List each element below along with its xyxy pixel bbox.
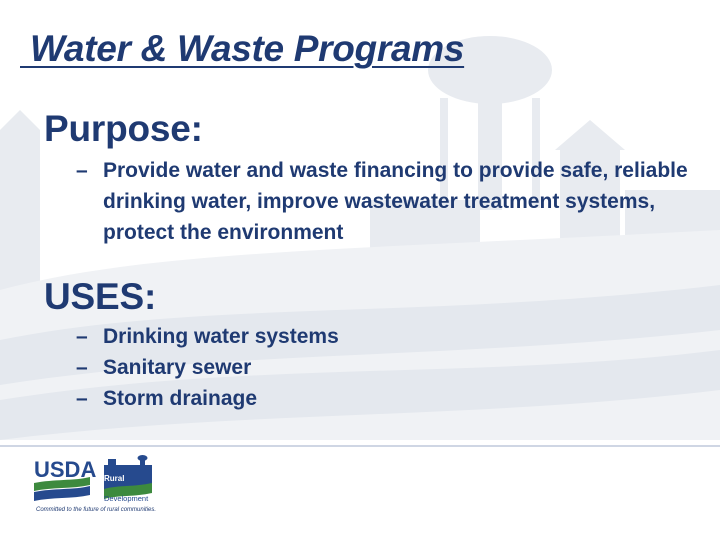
bullet-dash: – <box>76 325 88 348</box>
list-item <box>76 383 339 414</box>
purpose-heading: Purpose: <box>44 108 203 149</box>
uses-heading: USES: <box>44 276 157 317</box>
bullet-dash: – <box>76 159 88 182</box>
list-item <box>76 352 339 383</box>
slide-title: Water & Waste Programs <box>20 28 465 69</box>
footer-divider <box>0 445 720 447</box>
usda-logo-text: USDA <box>34 457 97 482</box>
uses-item-text: Sanitary sewer <box>103 356 252 379</box>
uses-item-text: Drinking water systems <box>103 325 339 348</box>
uses-list <box>76 321 339 414</box>
bullet-dash: – <box>76 356 88 379</box>
list-item <box>76 321 339 352</box>
list-item <box>76 155 696 248</box>
logo-tagline: Committed to the future of rural communities. <box>36 507 157 513</box>
development-label: Development <box>104 494 149 503</box>
uses-item-text: Storm drainage <box>103 387 258 410</box>
bullet-dash: – <box>76 387 88 410</box>
rural-label: Rural <box>104 474 125 483</box>
purpose-list <box>76 155 696 248</box>
purpose-item-text: Provide water and waste financing to provide safe, reliable drinking water, improve wastewater treatment systems, protect the environment <box>103 159 688 244</box>
